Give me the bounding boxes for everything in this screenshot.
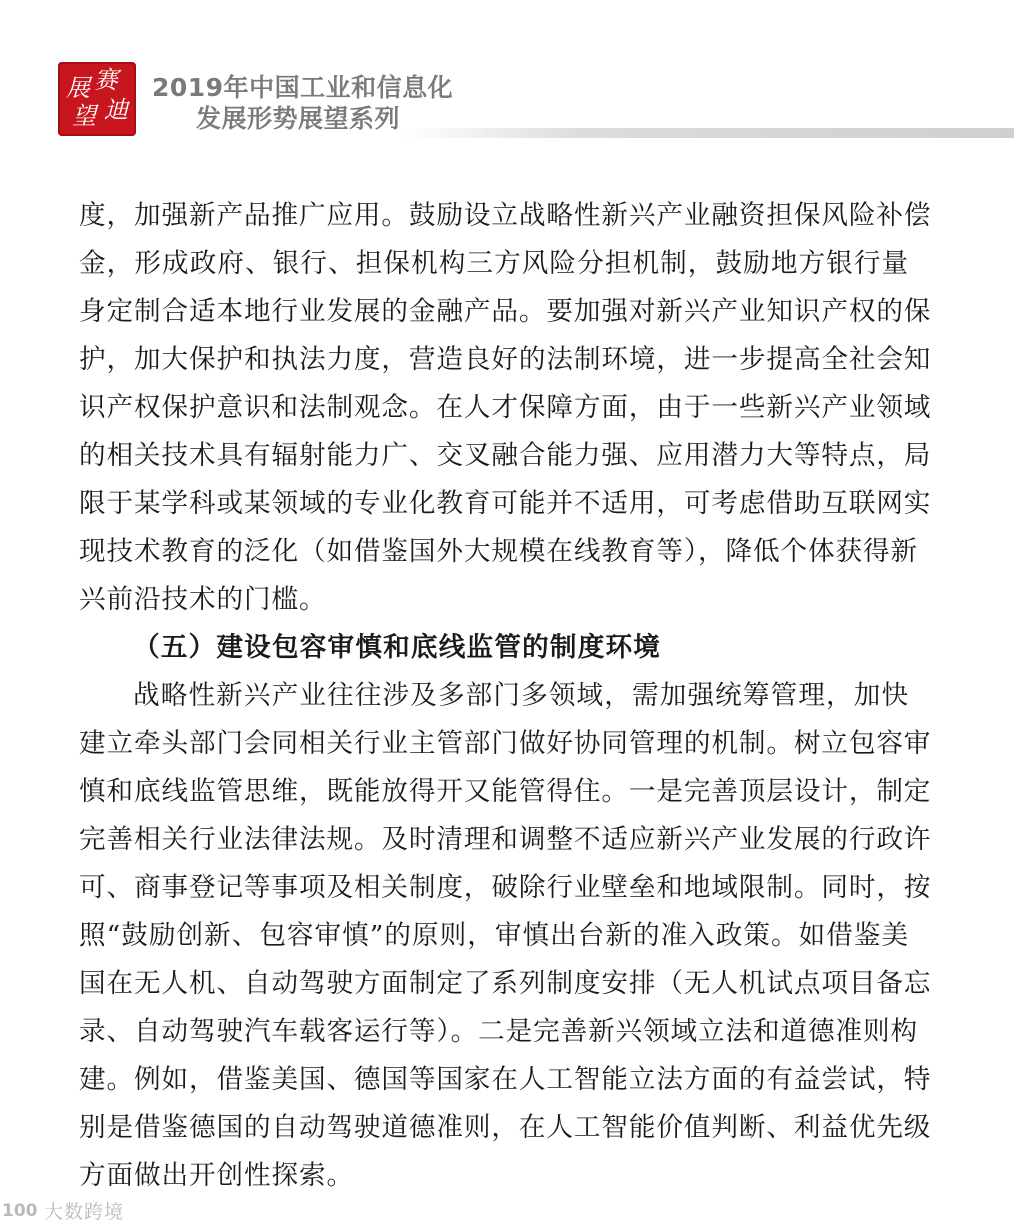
paragraph-line: 照“鼓励创新、包容审慎”的原则，审慎出台新的准入政策。如借鉴美 [79,920,909,951]
section-heading: （五）建设包容审慎和底线监管的制度环境 [133,632,662,663]
paragraph-line: 度，加强新产品推广应用。鼓励设立战略性新兴产业融资担保风险补偿 [79,200,932,231]
paragraph-line: 完善相关行业法律法规。及时清理和调整不适应新兴产业发展的行政许 [79,824,932,855]
paragraph-line: 录、自动驾驶汽车载客运行等）。二是完善新兴领域立法和道德准则构 [79,1016,919,1047]
paragraph-line: 护，加大保护和执法力度，营造良好的法制环境，进一步提高全社会知 [79,344,932,375]
paragraph-line: 限于某学科或某领域的专业化教育可能并不适用，可考虑借助互联网实 [79,488,932,519]
paragraph-line: 身定制合适本地行业发展的金融产品。要加强对新兴产业知识产权的保 [79,296,932,327]
seal-glyph: 展 [66,74,90,102]
title-line-2: 发展形势展望系列 [196,104,401,133]
paragraph-line: 别是借鉴德国的自动驾驶道德准则，在人工智能价值判断、利益优先级 [79,1112,932,1143]
report-series-title [152,72,453,134]
paragraph-line: 建。例如，借鉴美国、德国等国家在人工智能立法方面的有益尝试，特 [79,1064,932,1095]
page-header [0,0,1014,150]
seal-glyph: 迪 [104,96,128,124]
seal-glyph: 赛 [94,66,118,94]
paragraph-line: 可、商事登记等事项及相关制度，破除行业壁垒和地域限制。同时，按 [79,872,932,903]
watermark-text: 大数跨境 [44,1201,125,1223]
paragraph-line-last: 兴前沿技术的门槛。 [79,584,327,615]
watermark [0,1198,180,1228]
paragraph-line: 金，形成政府、银行、担保机构三方风险分担机制，鼓励地方银行量 [79,248,909,279]
paragraph-line: 识产权保护意识和法制观念。在人才保障方面，由于一些新兴产业领域 [79,392,932,423]
watermark-logo-icon: 100 [2,1201,38,1221]
title-line-1: 2019年中国工业和信息化 [152,73,454,102]
header-divider [400,128,1014,138]
paragraph-line-last: 方面做出开创性探索。 [79,1160,354,1191]
paragraph-line: 建立牵头部门会同相关行业主管部门做好协同管理的机制。树立包容审 [79,728,932,759]
paragraph-line: 的相关技术具有辐射能力广、交叉融合能力强、应用潜力大等特点，局 [79,440,932,471]
ccid-seal-logo [58,62,136,136]
paragraph-line: 慎和底线监管思维，既能放得开又能管得住。一是完善顶层设计，制定 [79,776,932,807]
paragraph-line: 国在无人机、自动驾驶方面制定了系列制度安排（无人机试点项目备忘 [79,968,932,999]
paragraph-line: 现技术教育的泛化（如借鉴国外大规模在线教育等），降低个体获得新 [79,536,919,567]
paragraph-first-line: 战略性新兴产业往往涉及多部门多领域，需加强统筹管理，加快 [133,680,909,711]
seal-glyph: 望 [72,102,96,130]
document-body [79,192,932,1200]
